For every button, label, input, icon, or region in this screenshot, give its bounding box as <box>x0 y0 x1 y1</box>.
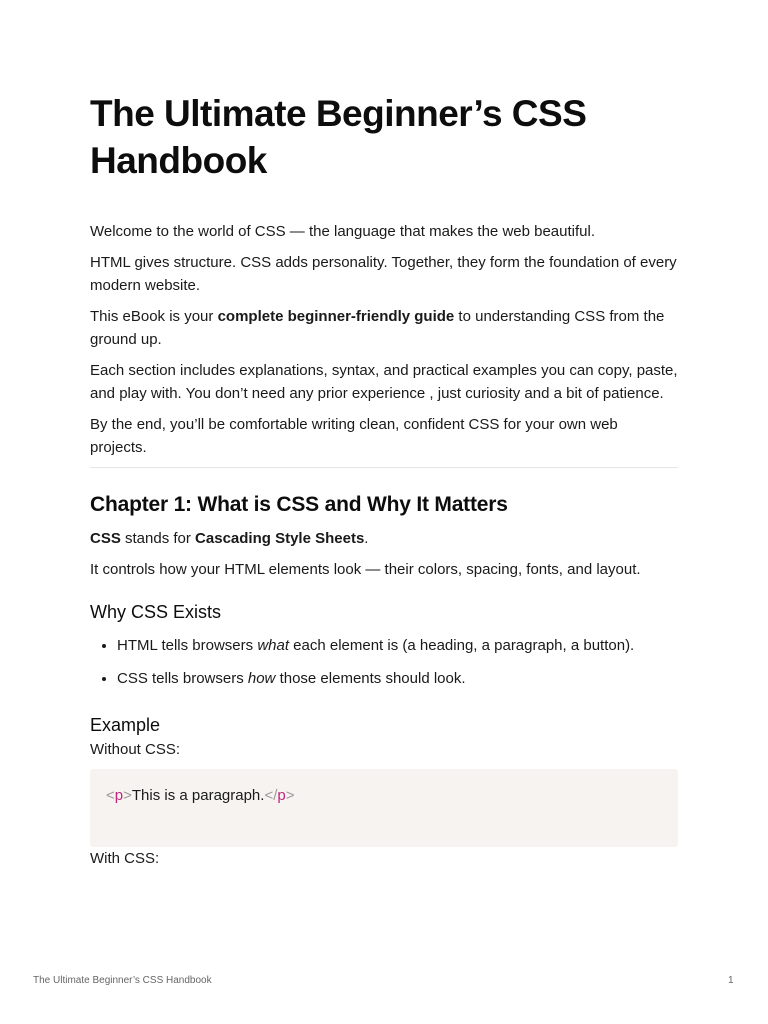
intro-paragraph-2: HTML gives structure. CSS adds personality. Together, they form the foundation of every modern website. <box>90 254 677 294</box>
code-open-bracket: < <box>106 787 115 804</box>
css-term: CSS <box>90 530 121 547</box>
intro-p3-post: to understanding CSS from the ground up. <box>90 308 665 348</box>
page-number: 1 <box>728 975 734 986</box>
bullet-item-css <box>117 667 678 690</box>
code-close-tag: p <box>277 787 286 804</box>
section-divider <box>90 467 678 468</box>
why-css-exists-heading: Why CSS Exists <box>90 602 222 622</box>
intro-paragraph-1: Welcome to the world of CSS — the language that makes the web beautiful. <box>90 223 596 240</box>
bullet-2-pre: CSS tells browsers <box>117 670 248 687</box>
intro-paragraph-5: By the end, you’ll be comfortable writing clean, confident CSS for your own web projects. <box>90 416 618 456</box>
page-title: The Ultimate Beginner’s CSS Handbook <box>90 93 587 181</box>
bullet-item-html <box>117 634 678 657</box>
chapter-1-body <box>90 527 678 581</box>
why-css-bullet-list <box>90 634 678 690</box>
intro-paragraph-4: Each section includes explanations, syntax, and practical examples you can copy, paste, and play with. You don’t need any prior experience , just curiosity and a bit of patience. <box>90 362 678 402</box>
bullet-1-emphasis: what <box>257 637 289 654</box>
intro-paragraph-3 <box>90 305 678 351</box>
chapter-1-heading: Chapter 1: What is CSS and Why It Matters <box>90 493 508 516</box>
example-heading: Example <box>90 715 161 735</box>
without-css-label: Without CSS: <box>90 741 181 758</box>
css-definition-mid: stands for <box>120 530 196 547</box>
code-block <box>90 769 678 847</box>
bullet-1-pre: HTML tells browsers <box>117 637 258 654</box>
code-text: This is a paragraph. <box>131 787 265 804</box>
intro-p3-bold: complete beginner-friendly guide <box>217 308 455 325</box>
bullet-1-post: each element is (a heading, a paragraph, a button). <box>289 637 635 654</box>
with-css-label: With CSS: <box>90 850 160 867</box>
css-controls-paragraph: It controls how your HTML elements look — their colors, spacing, fonts, and layout. <box>90 561 641 578</box>
intro-p3-pre: This eBook is your <box>90 308 218 325</box>
bullet-2-emphasis: how <box>247 670 276 687</box>
code-close-bracket: </ <box>264 787 278 804</box>
bullet-2-post: those elements should look. <box>275 670 466 687</box>
code-open-bracket-end: > <box>123 787 132 804</box>
css-definition-paragraph <box>90 527 678 550</box>
code-close-bracket-end: > <box>285 787 295 804</box>
footer-title: The Ultimate Beginner’s CSS Handbook <box>33 975 212 986</box>
intro-section <box>90 220 678 459</box>
css-definition-end: . <box>364 530 369 547</box>
code-open-tag: p <box>114 787 124 804</box>
page-content <box>90 90 678 870</box>
css-expansion: Cascading Style Sheets <box>195 530 365 547</box>
